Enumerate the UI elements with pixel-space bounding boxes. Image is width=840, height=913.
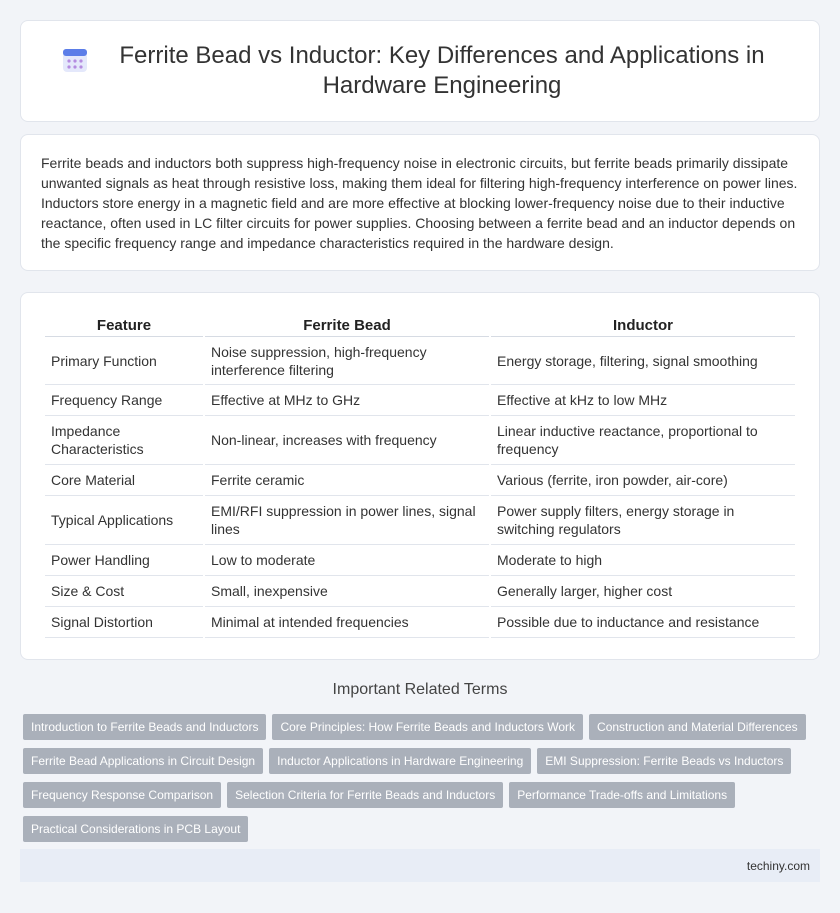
footer	[20, 849, 820, 882]
table-header-row	[45, 313, 795, 337]
term-tag[interactable]: Inductor Applications in Hardware Engineering	[269, 748, 531, 774]
footer-site-link[interactable]: techiny.com	[746, 858, 810, 873]
feature-cell: Size & Cost	[45, 576, 203, 607]
term-tag[interactable]: EMI Suppression: Ferrite Beads vs Inductors	[537, 748, 791, 774]
term-tag[interactable]: Ferrite Bead Applications in Circuit Design	[23, 748, 263, 774]
term-tag[interactable]: Practical Considerations in PCB Layout	[23, 816, 248, 842]
ferrite-bead-cell: Noise suppression, high-frequency interference filtering	[205, 337, 489, 385]
inductor-cell: Moderate to high	[491, 545, 795, 576]
ferrite-bead-cell: Ferrite ceramic	[205, 465, 489, 496]
comparison-table-card	[20, 292, 820, 660]
page-title: Ferrite Bead vs Inductor: Key Differences and Applications in Hardware Engineering	[119, 42, 765, 99]
header-inductor: Inductor	[491, 313, 795, 337]
feature-cell: Primary Function	[45, 337, 203, 385]
table-row	[45, 337, 795, 385]
header-feature: Feature	[45, 313, 203, 337]
table-row	[45, 576, 795, 607]
term-tag[interactable]: Introduction to Ferrite Beads and Inductors	[23, 714, 266, 740]
term-tag[interactable]: Core Principles: How Ferrite Beads and Inductors Work	[272, 714, 583, 740]
table-row	[45, 416, 795, 465]
table-row	[45, 465, 795, 496]
ferrite-bead-cell: Minimal at intended frequencies	[205, 607, 489, 638]
feature-cell: Signal Distortion	[45, 607, 203, 638]
term-tag[interactable]: Selection Criteria for Ferrite Beads and Inductors	[227, 782, 503, 808]
feature-cell: Typical Applications	[45, 496, 203, 545]
term-tag[interactable]: Frequency Response Comparison	[23, 782, 221, 808]
related-terms-list	[23, 714, 823, 850]
inductor-cell: Energy storage, filtering, signal smoothing	[491, 337, 795, 385]
intro-card	[20, 134, 820, 271]
table-row	[45, 607, 795, 638]
inductor-cell: Effective at kHz to low MHz	[491, 385, 795, 416]
comparison-table	[43, 313, 797, 638]
header-ferrite-bead: Ferrite Bead	[205, 313, 489, 337]
ferrite-bead-cell: Non-linear, increases with frequency	[205, 416, 489, 465]
ferrite-bead-cell: EMI/RFI suppression in power lines, signal lines	[205, 496, 489, 545]
header-card	[20, 20, 820, 122]
title-wrap	[60, 41, 780, 101]
table-row	[45, 545, 795, 576]
inductor-cell: Generally larger, higher cost	[491, 576, 795, 607]
feature-cell: Impedance Characteristics	[45, 416, 203, 465]
ferrite-bead-cell: Low to moderate	[205, 545, 489, 576]
table-row	[45, 385, 795, 416]
calendar-icon	[60, 45, 90, 75]
inductor-cell: Various (ferrite, iron powder, air-core)	[491, 465, 795, 496]
ferrite-bead-cell: Small, inexpensive	[205, 576, 489, 607]
inductor-cell: Possible due to inductance and resistance	[491, 607, 795, 638]
feature-cell: Frequency Range	[45, 385, 203, 416]
term-tag[interactable]: Performance Trade-offs and Limitations	[509, 782, 735, 808]
inductor-cell: Power supply filters, energy storage in switching regulators	[491, 496, 795, 545]
ferrite-bead-cell: Effective at MHz to GHz	[205, 385, 489, 416]
feature-cell: Core Material	[45, 465, 203, 496]
inductor-cell: Linear inductive reactance, proportional to frequency	[491, 416, 795, 465]
related-terms-title: Important Related Terms	[332, 681, 508, 698]
table-row	[45, 496, 795, 545]
feature-cell: Power Handling	[45, 545, 203, 576]
term-tag[interactable]: Construction and Material Differences	[589, 714, 806, 740]
intro-paragraph: Ferrite beads and inductors both suppress high-frequency noise in electronic circuits, but ferrite beads primarily dissipate unwanted signals as heat through resistive loss, making them ideal for filtering high-frequency interference on power lines. Inductors store energy in a magnetic field and are more effective at blocking lower-frequency noise due to their inductive reactance, often used in LC filter circuits for power supplies. Choosing between a ferrite bead and an inductor depends on the specific frequency range and impedance characteristics required in the hardware design.	[41, 155, 798, 251]
